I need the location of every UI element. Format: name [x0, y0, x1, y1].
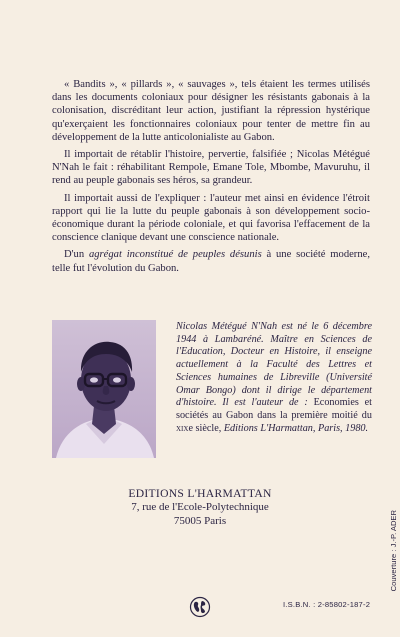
publisher-block	[0, 487, 400, 528]
publisher-name: EDITIONS L'HARMATTAN	[128, 487, 272, 500]
publisher-city: 75005 Paris	[173, 514, 227, 527]
blurb-paragraph-4	[52, 248, 370, 274]
cover-credit: Couverture : J.-P. ADER	[389, 510, 398, 592]
blurb-paragraph-3: Il importait aussi de l'expliquer : l'auteur met ainsi en évidence l'étroit rapport qui lie la lutte du peuple gabonais à son développement socio-économique durant la période coloniale, et qui favorisa l'effacement de la conscience clanique devant une conscience nationale.	[52, 192, 370, 244]
blurb-p4-start: D'un	[64, 249, 89, 261]
author-bio	[176, 321, 372, 435]
blurb-paragraph-2: Il importait de rétablir l'histoire, pervertie, falsifiée ; Nicolas Métégué N'Nah le fait : réhabilitant Rempole, Emane Tole, Mbombe, Mavuruhu, il rend au peuple gabonais ses héros, sa grandeur.	[52, 149, 370, 187]
bio-book-title: Economies et sociétés au Gabon dans la première moitié du	[176, 397, 372, 421]
blurb-text	[52, 78, 370, 279]
blurb-p4-end: à une société moderne, telle fut l'évolution du Gabon.	[52, 249, 370, 274]
isbn: I.S.B.N. : 2-85802-187-2	[283, 600, 371, 609]
portrait-illustration	[52, 320, 156, 458]
bio-book-publisher: Editions L'Harmattan, Paris, 1980.	[223, 422, 369, 434]
bio-intro: Nicolas Métégué N'Nah est né le 6 décembre 1944 à Lambaréné. Maître en Sciences de l'Education, Docteur en Histoire, il enseigne actuellement à la Faculté des Lettres et Sciences humaines de Libreville (Université Omar Bongo) dont il dirige le département d'histoire. Il est l'auteur de :	[176, 321, 372, 409]
publisher-address: 7, rue de l'Ecole-Polytechnique	[131, 501, 269, 513]
blurb-paragraph-1: « Bandits », « pillards », « sauvages », tels étaient les termes utilisés dans les documents coloniaux pour désigner les résistants gabonais à la colonisation, discréditant leur action, justifiant la répression hystérique qu'exerçaient les fonctionnaires coloniaux pour tenter de mettre fin au développement de la lutte anticolonialiste au Gabon.	[52, 79, 370, 143]
blurb-p4-emphasis: agrégat inconstitué de peuples désunis	[88, 249, 262, 261]
bio-book-title-end: e siècle,	[188, 422, 224, 434]
globe-logo-icon	[189, 596, 211, 618]
author-portrait	[52, 320, 156, 458]
bio-century: xix	[176, 422, 189, 434]
